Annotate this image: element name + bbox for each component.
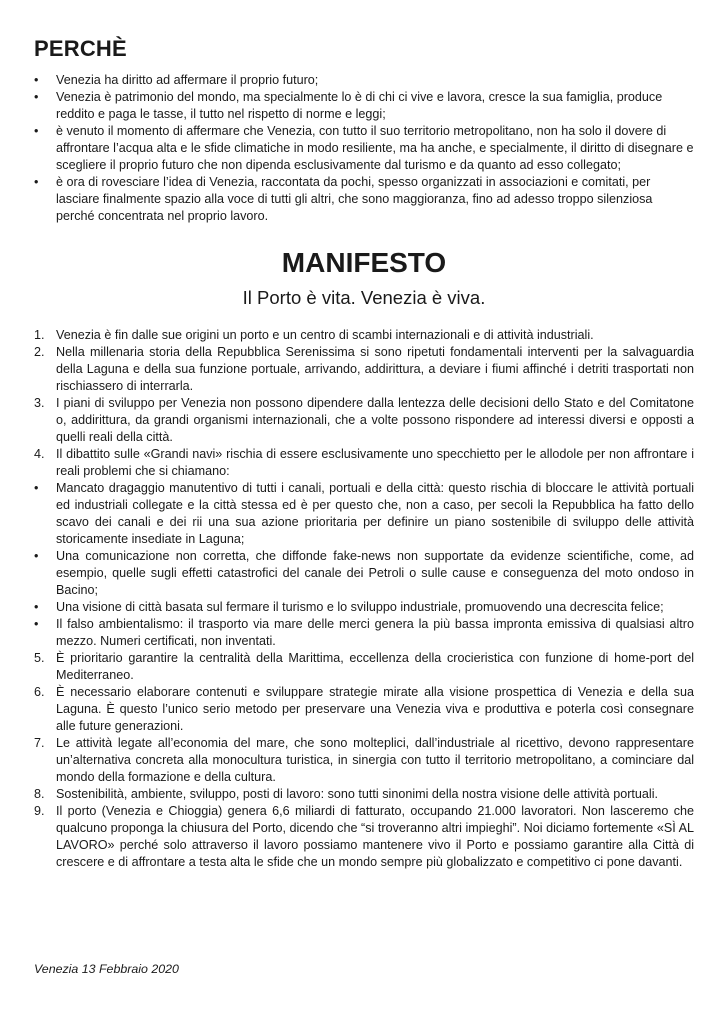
- manifesto-subtitle: Il Porto è vita. Venezia è viva.: [242, 287, 486, 308]
- manifesto-item: [34, 616, 694, 650]
- manifesto-item-text: Sostenibilità, ambiente, sviluppo, posti di lavoro: sono tutti sinonimi della nostra visione delle attività portuali.: [56, 787, 659, 801]
- manifesto-list: [34, 327, 694, 871]
- manifesto-item-marker: 5.: [34, 651, 45, 665]
- bullet-marker: •: [34, 175, 39, 189]
- manifesto-item-marker: 1.: [34, 328, 45, 342]
- document-page: [34, 36, 694, 871]
- manifesto-item: [34, 599, 694, 616]
- manifesto-item: [34, 480, 694, 548]
- manifesto-item-marker: 4.: [34, 447, 45, 461]
- perche-item: [34, 174, 694, 225]
- perche-heading: PERCHÈ: [34, 36, 127, 61]
- manifesto-item-marker: 3.: [34, 396, 45, 410]
- footer-place-date: Venezia 13 Febbraio 2020: [34, 962, 179, 976]
- manifesto-item: [34, 344, 694, 395]
- manifesto-item-text: Il dibattito sulle «Grandi navi» rischia di essere esclusivamente uno specchietto per le allodole per non affrontare i reali problemi che si chiamano:: [56, 447, 694, 478]
- manifesto-title: MANIFESTO: [281, 247, 447, 278]
- manifesto-item-text: Le attività legate all’economia del mare, che sono molteplici, dall’industriale al ricettivo, devono rappresentare un’alternativa concreta alla monocultura turistica, in sinergia con tutto il territorio metropolitano, a cominciare dal mondo della formazione e della cultura.: [56, 736, 694, 784]
- perche-item-text: Venezia ha diritto ad affermare il proprio futuro;: [56, 73, 319, 87]
- manifesto-item-text: Mancato dragaggio manutentivo di tutti i canali, portuali e della città: questo rischia di bloccare le attività portuali ed industriali collegate e la città stessa ed è per questo che, non a caso, per secoli la Repubblica ha fatto dello scavo dei canali e dei rii una sua azione prioritaria per definire un piano sostenibile di sviluppo delle attività storicamente insediate in Laguna;: [56, 481, 694, 546]
- manifesto-item-marker: 6.: [34, 685, 45, 699]
- manifesto-item-text: È necessario elaborare contenuti e sviluppare strategie mirate alla visione prospettica di Venezia e della sua Laguna. È questo l’unico serio metodo per preservare una Venezia viva e produttiva e poterla così consegnare alle future generazioni.: [56, 685, 694, 733]
- manifesto-item: [34, 327, 694, 344]
- manifesto-item-marker: •: [34, 600, 39, 614]
- bullet-marker: •: [34, 124, 39, 138]
- manifesto-item-text: Una comunicazione non corretta, che diffonde fake-news non supportate da evidenze scientifiche, come, ad esempio, quelle sugli effetti catastrofici del canale dei Petroli o sulle cause e conseguenza del moto ondoso in Bacino;: [56, 549, 694, 597]
- manifesto-item: [34, 803, 694, 871]
- perche-item: [34, 72, 694, 89]
- manifesto-item-text: Il porto (Venezia e Chioggia) genera 6,6 miliardi di fatturato, occupando 21.000 lavoratori. Non lasceremo che qualcuno proponga la chiusura del Porto, dicendo che “si troveranno altri impieghi”. Noi diciamo fortemente «SÌ AL LAVORO» perché solo attraverso il lavoro possiamo mantenere vivo il Porto e possiamo garantire alla Città di crescere e di affrontare a testa alta le sfide che un mondo sempre più globalizzato e competitivo ci pone davanti.: [56, 804, 694, 869]
- manifesto-item-text: È prioritario garantire la centralità della Marittima, eccellenza della crocieristica con funzione di home-port del Mediterraneo.: [56, 651, 694, 682]
- manifesto-item-marker: 8.: [34, 787, 45, 801]
- perche-list: [34, 72, 694, 225]
- manifesto-item: [34, 650, 694, 684]
- manifesto-item: [34, 548, 694, 599]
- manifesto-item: [34, 395, 694, 446]
- perche-item-text: è ora di rovesciare l’idea di Venezia, raccontata da pochi, spesso organizzati in associazioni e comitati, per lasciare finalmente spazio alla voce di tutti gli altri, che sono maggioranza, fino ad adesso troppo silenziosa perché concentrata nel proprio lavoro.: [56, 175, 653, 223]
- manifesto-item-text: I piani di sviluppo per Venezia non possono dipendere dalla lentezza delle decisioni dello Stato e del Comitatone o, addirittura, da grandi organismi internazionali, che a volte possono rispondere ad interessi diversi e opposti a quelli reali della città.: [56, 396, 694, 444]
- manifesto-item-text: Una visione di città basata sul fermare il turismo e lo sviluppo industriale, promuovendo una decrescita felice;: [56, 600, 664, 614]
- manifesto-item-text: Venezia è fin dalle sue origini un porto e un centro di scambi internazionali e di attività industriali.: [56, 328, 594, 342]
- manifesto-item: [34, 446, 694, 480]
- manifesto-item: [34, 684, 694, 735]
- manifesto-item: [34, 735, 694, 786]
- perche-item: [34, 89, 694, 123]
- manifesto-item-marker: 9.: [34, 804, 45, 818]
- perche-item-text: è venuto il momento di affermare che Venezia, con tutto il suo territorio metropolitano, non ha solo il dovere di affrontare l’acqua alta e le sfide climatiche in modo resiliente, ma ha anche, e specialmente, il diritto di disegnare e scegliere il proprio futuro che non dipenda esclusivamente dal turismo e da quanto ad esso collegato;: [56, 124, 694, 172]
- manifesto-item-marker: •: [34, 549, 39, 563]
- bullet-marker: •: [34, 73, 39, 87]
- perche-item: [34, 123, 694, 174]
- manifesto-item-marker: 2.: [34, 345, 45, 359]
- bullet-marker: •: [34, 90, 39, 104]
- manifesto-item-text: Il falso ambientalismo: il trasporto via mare delle merci genera la più bassa impronta emissiva di qualsiasi altro mezzo. Numeri certificati, non inventati.: [56, 617, 694, 648]
- manifesto-item-text: Nella millenaria storia della Repubblica Serenissima si sono ripetuti fondamentali interventi per la salvaguardia della Laguna e della sua funzione portuale, arrivando, addirittura, a deviare i fiumi affinché i detriti trasportati non rischiassero di interrarla.: [56, 345, 694, 393]
- manifesto-item-marker: 7.: [34, 736, 45, 750]
- manifesto-item: [34, 786, 694, 803]
- manifesto-item-marker: •: [34, 617, 39, 631]
- manifesto-item-marker: •: [34, 481, 39, 495]
- perche-item-text: Venezia è patrimonio del mondo, ma specialmente lo è di chi ci vive e lavora, cresce la sua famiglia, produce reddito e paga le tasse, il tutto nel rispetto di norme e leggi;: [56, 90, 663, 121]
